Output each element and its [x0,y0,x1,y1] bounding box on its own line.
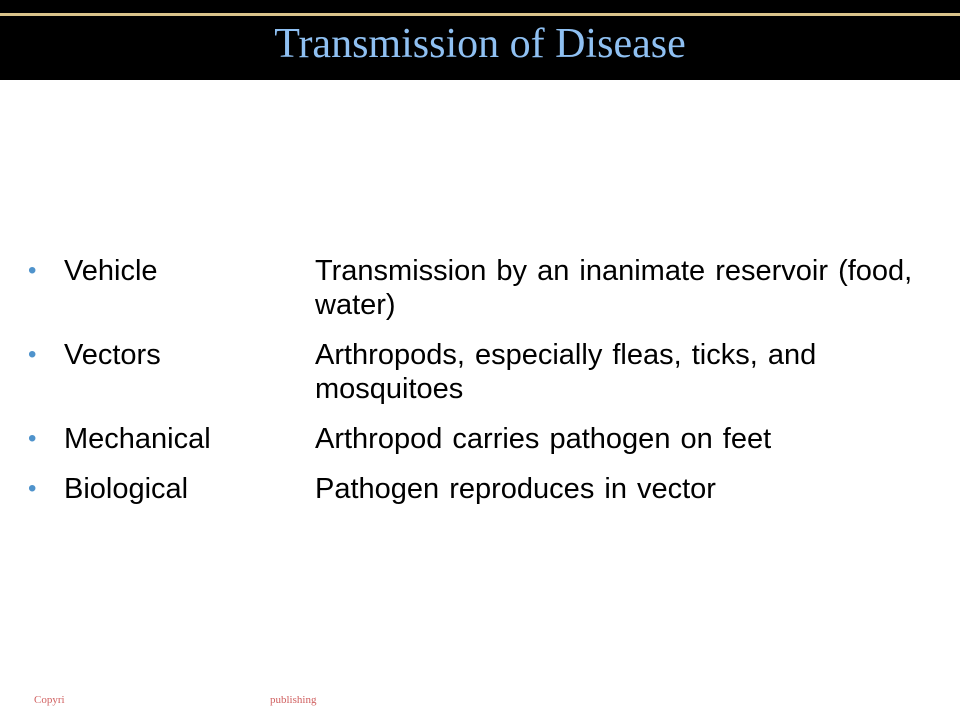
footer-fragment: Copyri [34,694,65,706]
list-item [28,422,938,456]
bullet-dot-icon: • [28,475,37,502]
title-rule [0,13,960,16]
definition: Arthropods, especially fleas, ticks, and mosquitoes [315,339,817,405]
footer-fragment: publishing [270,694,317,706]
list-item [28,338,938,406]
bullet-list [28,254,938,522]
bullet-dot-icon: • [28,257,37,284]
definition: Arthropod carries pathogen on feet [315,423,772,455]
term: Biological [64,473,189,505]
title-bar [0,0,960,80]
bullet-dot-icon: • [28,425,37,452]
slide-title: Transmission of Disease [274,21,686,67]
definition: Pathogen reproduces in vector [315,473,716,505]
term: Mechanical [64,423,211,455]
term: Vehicle [64,255,158,287]
definition: Transmission by an inanimate reservoir (food, water) [315,255,913,321]
list-item [28,254,938,322]
term: Vectors [64,339,161,371]
bullet-dot-icon: • [28,341,37,368]
list-item [28,472,938,506]
